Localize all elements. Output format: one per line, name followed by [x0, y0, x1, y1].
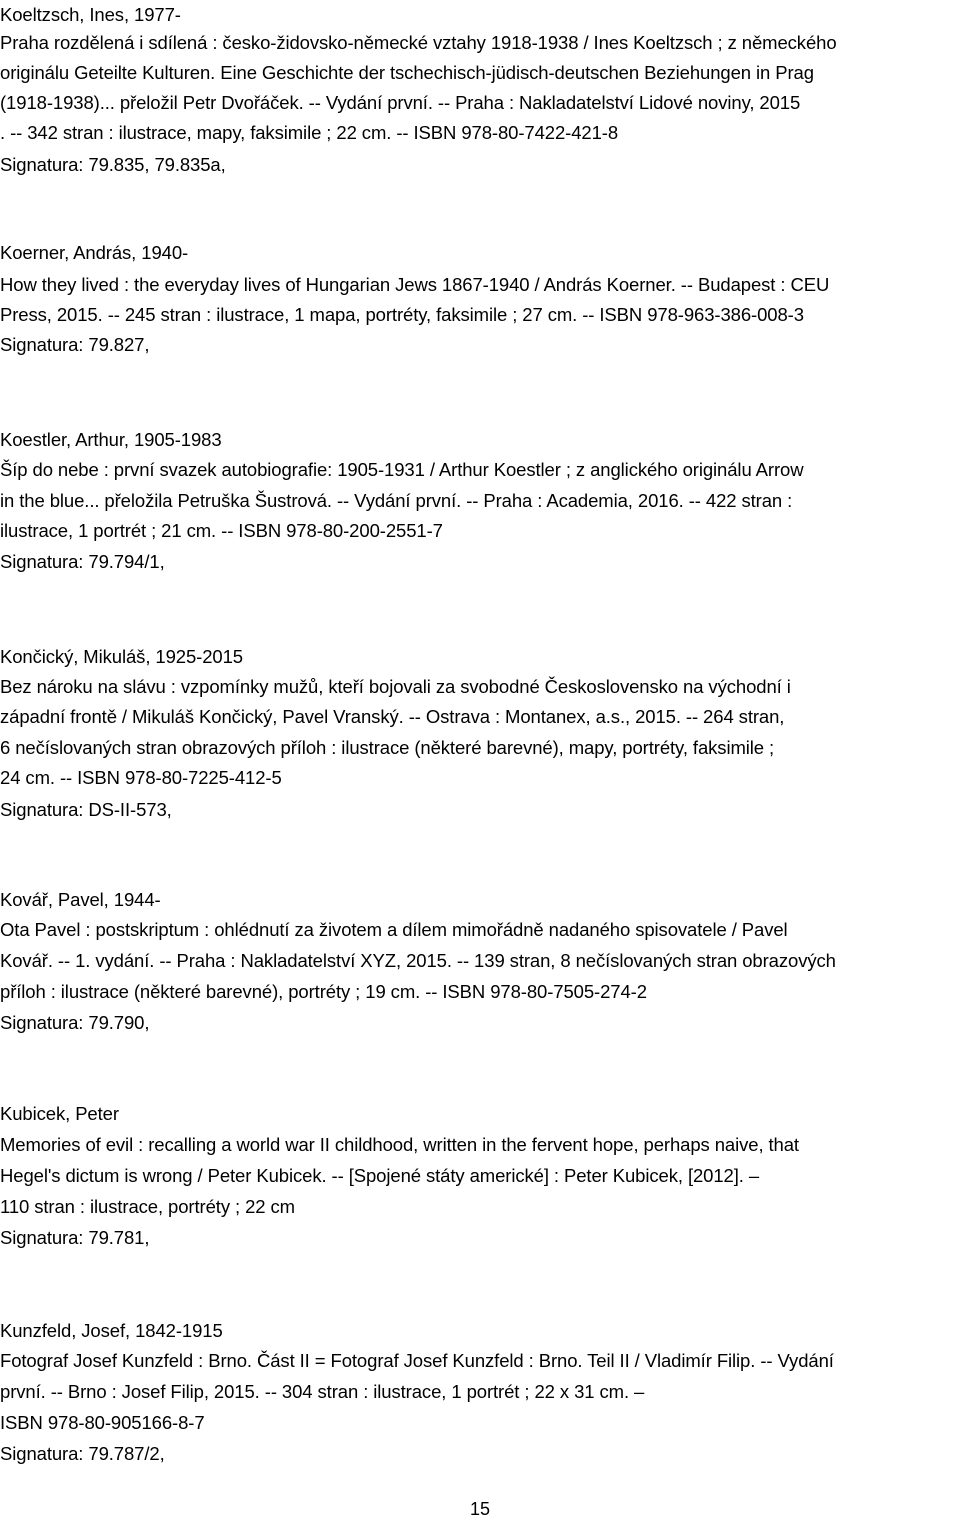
entry-text-line: západní frontě / Mikuláš Končický, Pavel Vranský. -- Ostrava : Montanex, a.s., 2015. -- 264 stran,: [0, 706, 785, 727]
entry-text-line: příloh : ilustrace (některé barevné), portréty ; 19 cm. -- ISBN 978-80-7505-274-2: [0, 981, 647, 1002]
entry-text-line: Fotograf Josef Kunzfeld : Brno. Část II = Fotograf Josef Kunzfeld : Brno. Teil II / Vladimír Filip. -- Vydání: [0, 1350, 834, 1371]
entry-call-number: Signatura: 79.790,: [0, 1012, 150, 1033]
entry-text-line: Hegel's dictum is wrong / Peter Kubicek. -- [Spojené státy americké] : Peter Kubicek, [2012]. –: [0, 1165, 760, 1186]
entry-text-line: in the blue... přeložila Petruška Šustrová. -- Vydání první. -- Praha : Academia, 2016. -- 422 stran :: [0, 490, 793, 511]
entry-text-line: Ota Pavel : postskriptum : ohlédnutí za životem a dílem mimořádně nadaného spisovatele / Pavel: [0, 919, 788, 940]
entry-text-line: Press, 2015. -- 245 stran : ilustrace, 1 mapa, portréty, faksimile ; 27 cm. -- ISBN 978-963-386-008-3: [0, 304, 804, 325]
entry-author-line: Koeltzsch, Ines, 1977-: [0, 4, 181, 25]
entry-call-number: Signatura: DS-II-573,: [0, 799, 172, 820]
entry-text-line: Bez nároku na slávu : vzpomínky mužů, kteří bojovali za svobodné Československo na východní i: [0, 676, 791, 697]
entry-text-line: 24 cm. -- ISBN 978-80-7225-412-5: [0, 767, 282, 788]
entry-author-line: Kovář, Pavel, 1944-: [0, 889, 161, 910]
entry-call-number: Signatura: 79.835, 79.835a,: [0, 154, 226, 175]
entry-text-line: How they lived : the everyday lives of Hungarian Jews 1867-1940 / András Koerner. -- Budapest : CEU: [0, 274, 830, 295]
entry-text-line: první. -- Brno : Josef Filip, 2015. -- 304 stran : ilustrace, 1 portrét ; 22 x 31 cm. –: [0, 1381, 645, 1402]
entry-text-line: Kovář. -- 1. vydání. -- Praha : Nakladatelství XYZ, 2015. -- 139 stran, 8 nečíslovaných stran obrazových: [0, 950, 836, 971]
entry-text-line: Šíp do nebe : první svazek autobiografie: 1905-1931 / Arthur Koestler ; z anglického originálu Arrow: [0, 459, 804, 480]
entry-author-line: Kubicek, Peter: [0, 1103, 119, 1124]
entry-call-number: Signatura: 79.787/2,: [0, 1443, 165, 1464]
entry-author-line: Končický, Mikuláš, 1925-2015: [0, 646, 243, 667]
entry-call-number: Signatura: 79.794/1,: [0, 551, 165, 572]
entry-text-line: Praha rozdělená i sdílená : česko-židovsko-německé vztahy 1918-1938 / Ines Koeltzsch ; z německého: [0, 32, 837, 53]
entry-text-line: 6 nečíslovaných stran obrazových příloh : ilustrace (některé barevné), mapy, portréty, faksimile ;: [0, 737, 775, 758]
entry-text-line: ISBN 978-80-905166-8-7: [0, 1412, 205, 1433]
entry-author-line: Koerner, András, 1940-: [0, 242, 189, 263]
entry-text-line: . -- 342 stran : ilustrace, mapy, faksimile ; 22 cm. -- ISBN 978-80-7422-421-8: [0, 122, 619, 143]
entry-call-number: Signatura: 79.827,: [0, 334, 150, 355]
entry-author-line: Koestler, Arthur, 1905-1983: [0, 429, 222, 450]
entry-text-line: ilustrace, 1 portrét ; 21 cm. -- ISBN 978-80-200-2551-7: [0, 520, 443, 541]
entry-text-line: Memories of evil : recalling a world war II childhood, written in the fervent hope, perhaps naive, that: [0, 1134, 799, 1155]
entry-text-line: originálu Geteilte Kulturen. Eine Geschichte der tschechisch-jüdisch-deutschen Beziehungen in Prag: [0, 62, 814, 83]
entry-text-line: (1918-1938)... přeložil Petr Dvořáček. -- Vydání první. -- Praha : Nakladatelství Lidové noviny, 2015: [0, 92, 801, 113]
entry-text-line: 110 stran : ilustrace, portréty ; 22 cm: [0, 1196, 295, 1217]
page-number: 15: [469, 1499, 491, 1519]
entry-call-number: Signatura: 79.781,: [0, 1227, 150, 1248]
entry-author-line: Kunzfeld, Josef, 1842-1915: [0, 1320, 223, 1341]
